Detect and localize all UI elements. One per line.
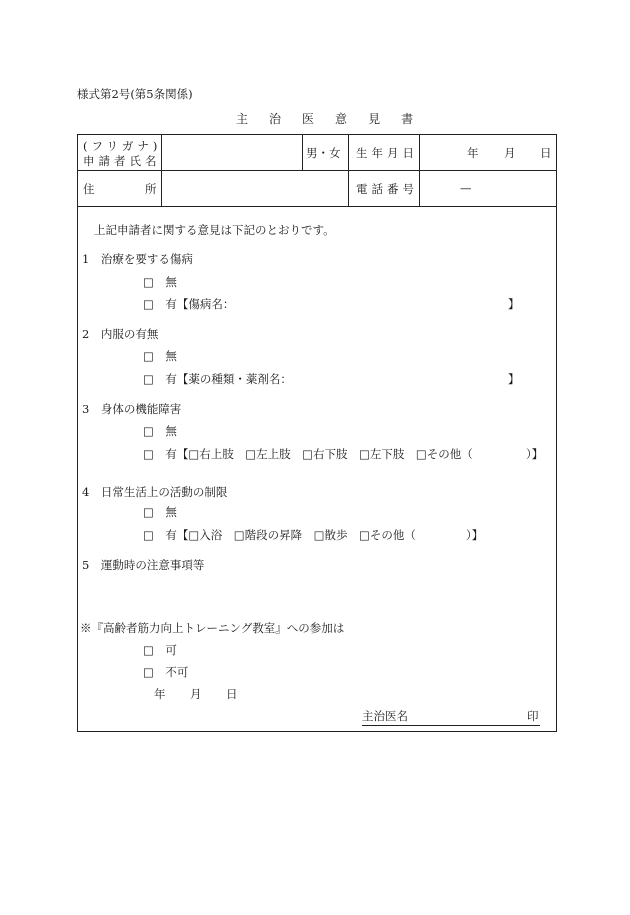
seal-mark: 印 [527,709,539,723]
address-label-part1: 住 [83,182,95,196]
birth-month-unit: 月 [504,146,516,160]
furigana-label: (フリガナ) [83,139,162,153]
q3-option-yes[interactable]: □ 有【□右上肢 □左上肢 □右下肢 □左下肢 □その他（ [143,447,473,461]
q1-title: 1 治療を要する傷病 [82,252,193,266]
form-number: 様式第2号(第5条関係) [77,87,193,101]
q4-option-yes[interactable]: □ 有【□入浴 □階段の昇降 □散歩 □その他（ [143,528,416,542]
q4-title: 4 日常生活上の活動の制限 [82,485,228,499]
q4-option-none[interactable]: □ 無 [143,505,177,519]
intro-text: 上記申請者に関する意見は下記のとおりです。 [94,223,335,237]
sex-selector[interactable]: 男・女 [306,146,341,160]
applicant-name-field[interactable] [163,136,300,168]
doctor-name-label: 主治医名 [362,709,408,723]
participation-option-ok[interactable]: □ 可 [143,643,177,657]
q1-option-none[interactable]: □ 無 [143,275,177,289]
col-divider [419,134,420,206]
date-month-unit: 月 [190,687,202,701]
q2-option-none[interactable]: □ 無 [143,349,177,363]
q2-title: 2 内服の有無 [82,327,159,341]
q3-bracket-close: ）】 [526,447,544,461]
q3-option-none[interactable]: □ 無 [143,424,177,438]
col-divider [348,134,349,206]
birth-day-unit: 日 [540,146,552,160]
applicant-name-label: 申請者氏名 [83,154,161,168]
birth-year-unit: 年 [467,146,479,160]
row-divider [77,206,557,207]
participation-title: ※『高齢者筋力向上トレーニング教室』への参加は [80,621,345,635]
title-char: 見 [368,112,384,126]
phone-separator: — [460,181,472,195]
birthdate-label: 生年月日 [356,146,418,160]
phone-label: 電話番号 [356,182,418,196]
title-char: 治 [269,112,285,126]
title-char: 医 [302,112,318,126]
date-day-unit: 日 [226,687,238,701]
title-char: 主 [236,112,252,126]
q5-title: 5 運動時の注意事項等 [82,558,205,572]
title-char: 意 [335,112,351,126]
q2-bracket-close: 】 [508,372,520,386]
col-divider [302,134,303,170]
date-year-unit: 年 [154,687,166,701]
q4-bracket-close: ）】 [466,528,484,542]
document-title [236,110,416,127]
participation-option-ng[interactable]: □ 不可 [143,665,189,679]
q1-option-yes[interactable]: □ 有【傷病名： [143,297,235,311]
doctor-name-field[interactable] [362,708,540,726]
row-divider [77,170,557,171]
title-char: 書 [401,112,417,126]
q2-option-yes[interactable]: □ 有【薬の種類・薬剤名： [143,372,292,386]
q1-bracket-close: 】 [508,297,520,311]
q3-title: 3 身体の機能障害 [82,402,182,416]
address-label-part2: 所 [145,182,157,196]
address-field[interactable] [163,172,346,204]
